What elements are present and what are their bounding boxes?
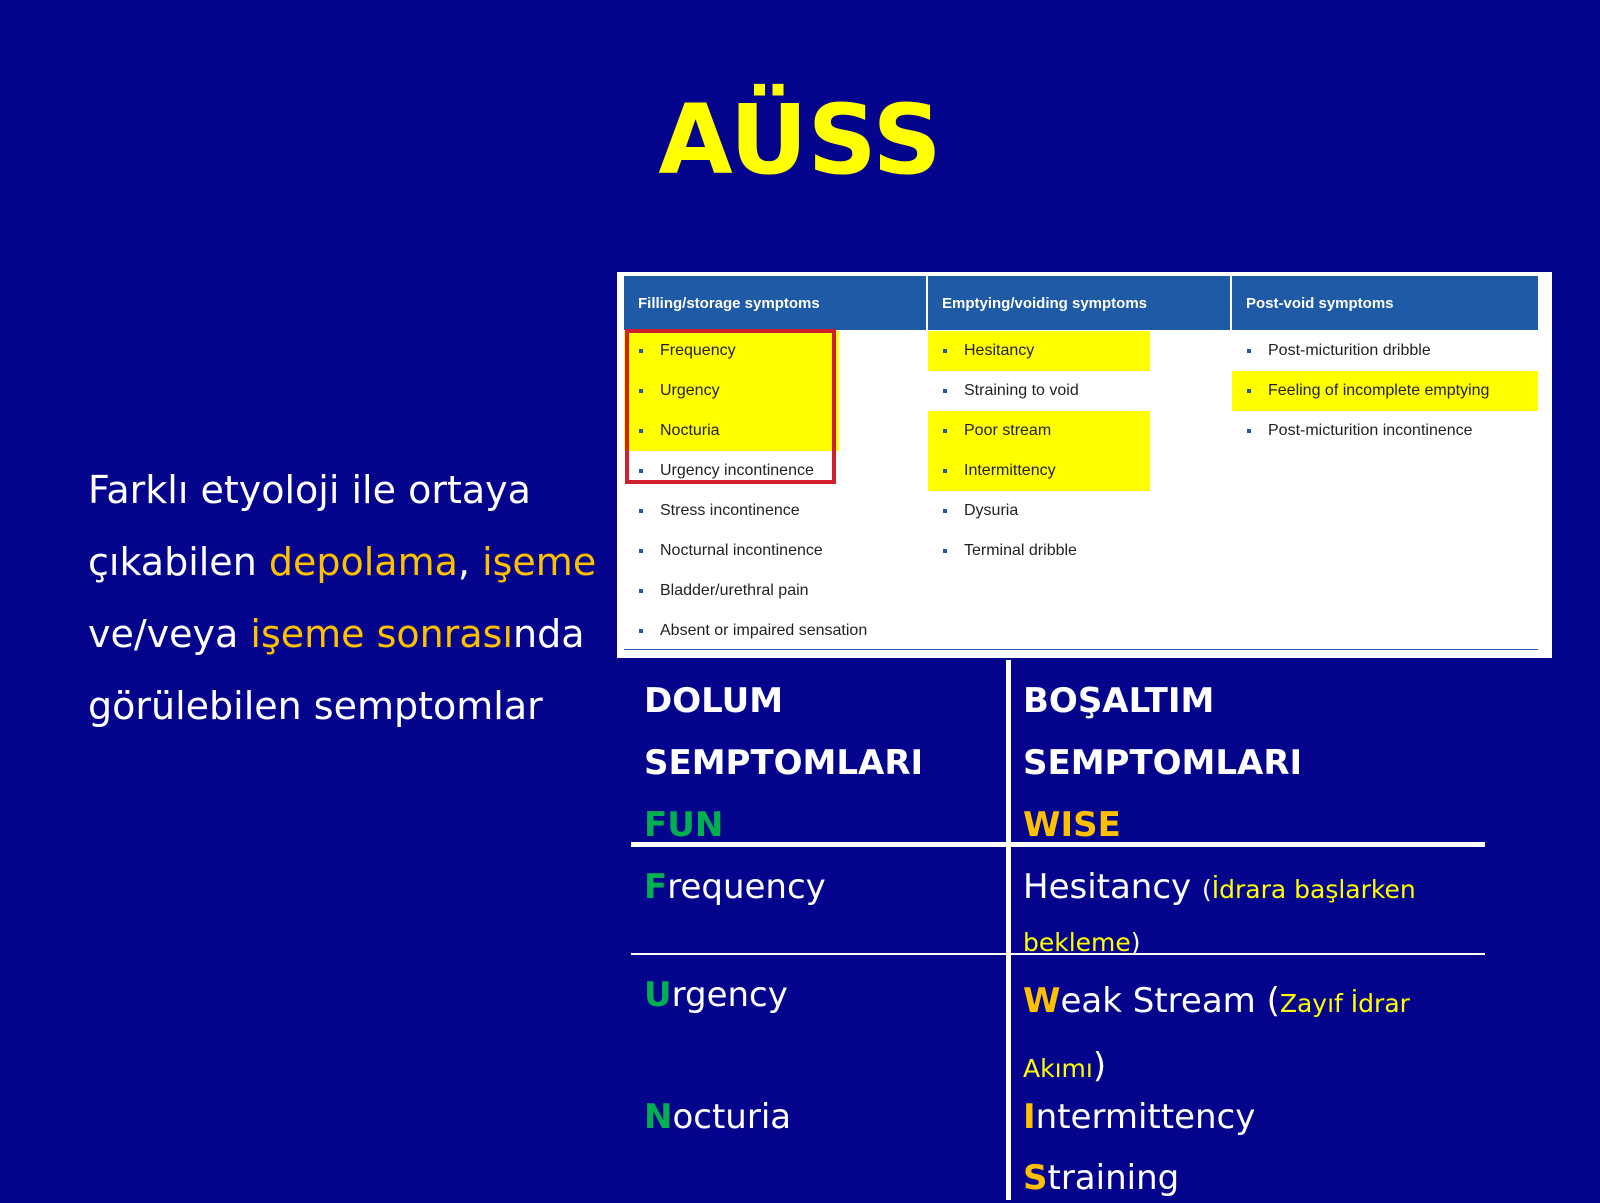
urgency-cell: Urgency	[644, 975, 788, 1015]
symptom-table-image	[617, 272, 1552, 658]
intro-line-4: görülebilen semptomlar	[88, 684, 543, 728]
voiding-item: Terminal dribble	[928, 531, 1228, 571]
postvoid-header: Post-void symptoms	[1232, 276, 1538, 330]
filling-item: Absent or impaired sensation	[624, 611, 924, 651]
voiding-item: Poor stream	[928, 411, 1150, 451]
filling-item: Frequency	[624, 331, 839, 371]
voiding-header: Emptying/voiding symptoms	[928, 276, 1230, 330]
hesitancy-cell: Hesitancy (İdrara başlarken bekleme)	[1023, 867, 1416, 957]
intro-line-1: Farklı etyoloji ile ortaya	[88, 468, 531, 512]
column-divider	[1006, 660, 1011, 1200]
postvoid-item: Post-micturition incontinence	[1232, 411, 1538, 451]
slide-title: AÜSS	[658, 84, 942, 196]
fun-acronym: FUN	[644, 805, 724, 845]
frequency-cell: Frequency	[644, 867, 826, 907]
postvoid-item: Feeling of incomplete emptying	[1232, 371, 1538, 411]
filling-item: Urgency	[624, 371, 839, 411]
intro-text	[88, 454, 648, 742]
voiding-item: Intermittency	[928, 451, 1150, 491]
table-bottom-rule	[624, 649, 1538, 650]
storage-column-header: DOLUM SEMPTOMLARI FUN	[644, 670, 923, 856]
filling-item: Nocturnal incontinence	[624, 531, 924, 571]
intro-line-3: ve/veya işeme sonrasında	[88, 612, 585, 656]
voiding-item: Dysuria	[928, 491, 1228, 531]
intro-line-2: çıkabilen depolama, işeme	[88, 540, 597, 584]
weak-stream-cell: Weak Stream (Zayıf İdrar Akımı)	[1023, 981, 1410, 1086]
filling-item: Bladder/urethral pain	[624, 571, 924, 611]
filling-header: Filling/storage symptoms	[624, 276, 926, 330]
straining-cell: Straining	[1023, 1158, 1180, 1198]
wise-acronym: WISE	[1023, 805, 1121, 845]
voiding-column-header: BOŞALTIM SEMPTOMLARI WISE	[1023, 670, 1302, 856]
voiding-item: Hesitancy	[928, 331, 1150, 371]
filling-item: Urgency incontinence	[624, 451, 839, 491]
intermittency-cell: Intermittency	[1023, 1097, 1256, 1137]
postvoid-item: Post-micturition dribble	[1232, 331, 1538, 371]
highlight-box	[625, 329, 836, 484]
nocturia-cell: Nocturia	[644, 1097, 792, 1137]
filling-item: Nocturia	[624, 411, 839, 451]
filling-item: Stress incontinence	[624, 491, 924, 531]
voiding-item: Straining to void	[928, 371, 1228, 411]
